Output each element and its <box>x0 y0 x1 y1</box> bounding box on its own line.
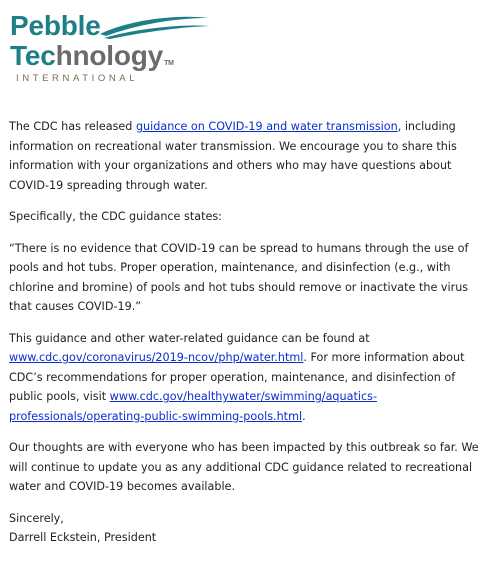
company-logo <box>10 8 210 84</box>
trademark-mark: TM <box>164 60 174 67</box>
logo-pebble-text: Pebble <box>10 10 101 41</box>
logo-hnology: hnology <box>55 40 164 71</box>
specifically-paragraph: Specifically, the CDC guidance states: <box>9 210 222 223</box>
cdc-guidance-link[interactable]: guidance on COVID-19 and water transmission <box>135 120 398 133</box>
logo-subtitle: INTERNATIONAL <box>16 73 139 84</box>
logo-tec: Tec <box>10 40 56 71</box>
email-body <box>9 117 485 548</box>
closing-text: Sincerely, <box>9 511 64 525</box>
cdc-water-link[interactable]: www.cdc.gov/coronavirus/2019-ncov/php/water.html <box>9 351 304 364</box>
resources-paragraph: This guidance and other water-related guidance can be found at www.cdc.gov/coronavirus/2019-ncov/php/water.html. For more information about CDC’s recommendations for proper operation, maintenance, and disinfection of public pools, visit www.cdc.gov/healthywater/swimming/aquatics-professionals/operating-public-swimming-pools.html. <box>9 331 465 423</box>
cdc-quote-paragraph: “There is no evidence that COVID-19 can be spread to humans through the use of pools and hot tubs. Proper operation, maintenance, and disinfection (e.g., with chlorine and bromine) of pools and hot tubs should remove or inactivate the virus that causes COVID-19.” <box>9 241 469 313</box>
swoosh-icon <box>98 14 210 40</box>
signature-block <box>9 509 485 548</box>
cdc-pools-link[interactable]: www.cdc.gov/healthywater/swimming/aquatics-professionals/operating-public-swimming-pools.html <box>9 390 377 423</box>
thoughts-paragraph: Our thoughts are with everyone who has been impacted by this outbreak so far. We will continue to update you as any additional CDC guidance related to recreational water and COVID-19 becomes available. <box>9 441 479 493</box>
intro-paragraph: The CDC has released guidance on COVID-19 and water transmission, including information on recreational water transmission. We encourage you to share this information with your organizations and others who may have questions about COVID-19 spreading through water. <box>9 120 457 192</box>
signature-name: Darrell Eckstein, President <box>9 531 157 544</box>
